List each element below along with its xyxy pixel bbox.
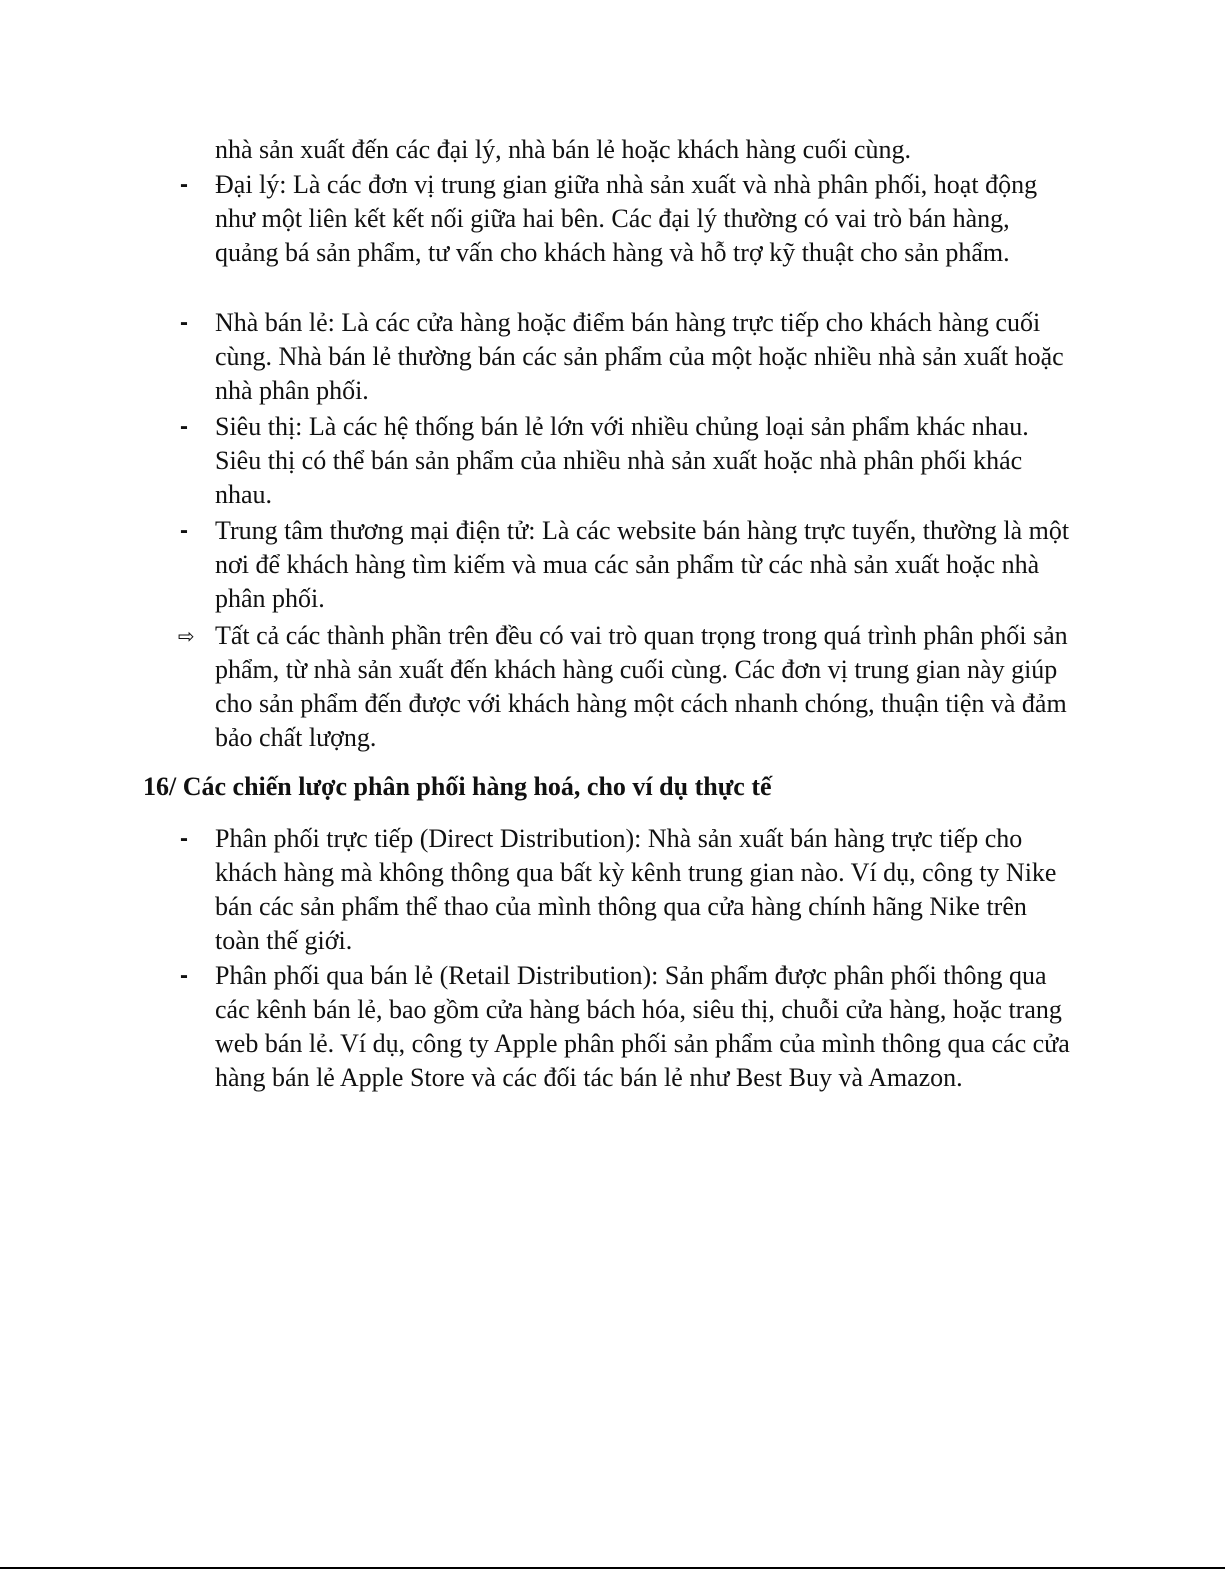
list-item-text: Phân phối trực tiếp (Direct Distribution): Nhà sản xuất bán hàng trực tiếp cho khách hàng mà không thông qua bất kỳ kênh trung gian nào. Ví dụ, công ty Nike bán các sản phẩm thể thao của mình thông qua cửa hàng chính hãng Nike trên toàn thế giới. — [215, 824, 1057, 955]
list-item-text: Phân phối qua bán lẻ (Retail Distribution): Sản phẩm được phân phối thông qua các kênh bán lẻ, bao gồm cửa hàng bách hóa, siêu thị, chuỗi cửa hàng, hoặc trang web bán lẻ. Ví dụ, công ty Apple phân phối sản phẩm của mình thông qua các cửa hàng bán lẻ Apple Store và các đối tác bán lẻ như Best Buy và Amazon. — [215, 961, 1070, 1092]
list-item-text: Đại lý: Là các đơn vị trung gian giữa nhà sản xuất và nhà phân phối, hoạt động như một liên kết kết nối giữa hai bên. Các đại lý thường có vai trò bán hàng, quảng bá sản phẩm, tư vấn cho khách hàng và hỗ trợ kỹ thuật cho sản phẩm. — [215, 170, 1038, 267]
section-heading: 16/ Các chiến lược phân phối hàng hoá, cho ví dụ thực tế — [143, 772, 772, 801]
dash-bullet-icon: - — [180, 413, 188, 440]
list-item-text: Nhà bán lẻ: Là các cửa hàng hoặc điểm bán hàng trực tiếp cho khách hàng cuối cùng. Nhà bán lẻ thường bán các sản phẩm của một hoặc nhiều nhà sản xuất hoặc nhà phân phối. — [215, 308, 1064, 405]
dash-bullet-icon: - — [180, 517, 188, 544]
right-arrow-icon: ⇨ — [178, 624, 195, 648]
intro-continuation: nhà sản xuất đến các đại lý, nhà bán lẻ hoặc khách hàng cuối cùng. — [215, 135, 911, 164]
dash-bullet-icon: - — [180, 962, 188, 989]
dash-bullet-icon: - — [180, 825, 188, 852]
conclusion-text: Tất cả các thành phần trên đều có vai trò quan trọng trong quá trình phân phối sản phẩm, từ nhà sản xuất đến khách hàng cuối cùng. Các đơn vị trung gian này giúp cho sản phẩm đến được với khách hàng một cách nhanh chóng, thuận tiện và đảm bảo chất lượng. — [215, 621, 1068, 752]
list-item-text: Siêu thị: Là các hệ thống bán lẻ lớn với nhiều chủng loại sản phẩm khác nhau. Siêu thị có thể bán sản phẩm của nhiều nhà sản xuất hoặc nhà phân phối khác nhau. — [215, 412, 1029, 509]
list-item-text: Trung tâm thương mại điện tử: Là các website bán hàng trực tuyến, thường là một nơi để khách hàng tìm kiếm và mua các sản phẩm từ các nhà sản xuất hoặc nhà phân phối. — [215, 516, 1070, 613]
dash-bullet-icon: - — [180, 171, 188, 198]
dash-bullet-icon: - — [180, 309, 188, 336]
page-bottom-divider — [0, 1567, 1225, 1569]
